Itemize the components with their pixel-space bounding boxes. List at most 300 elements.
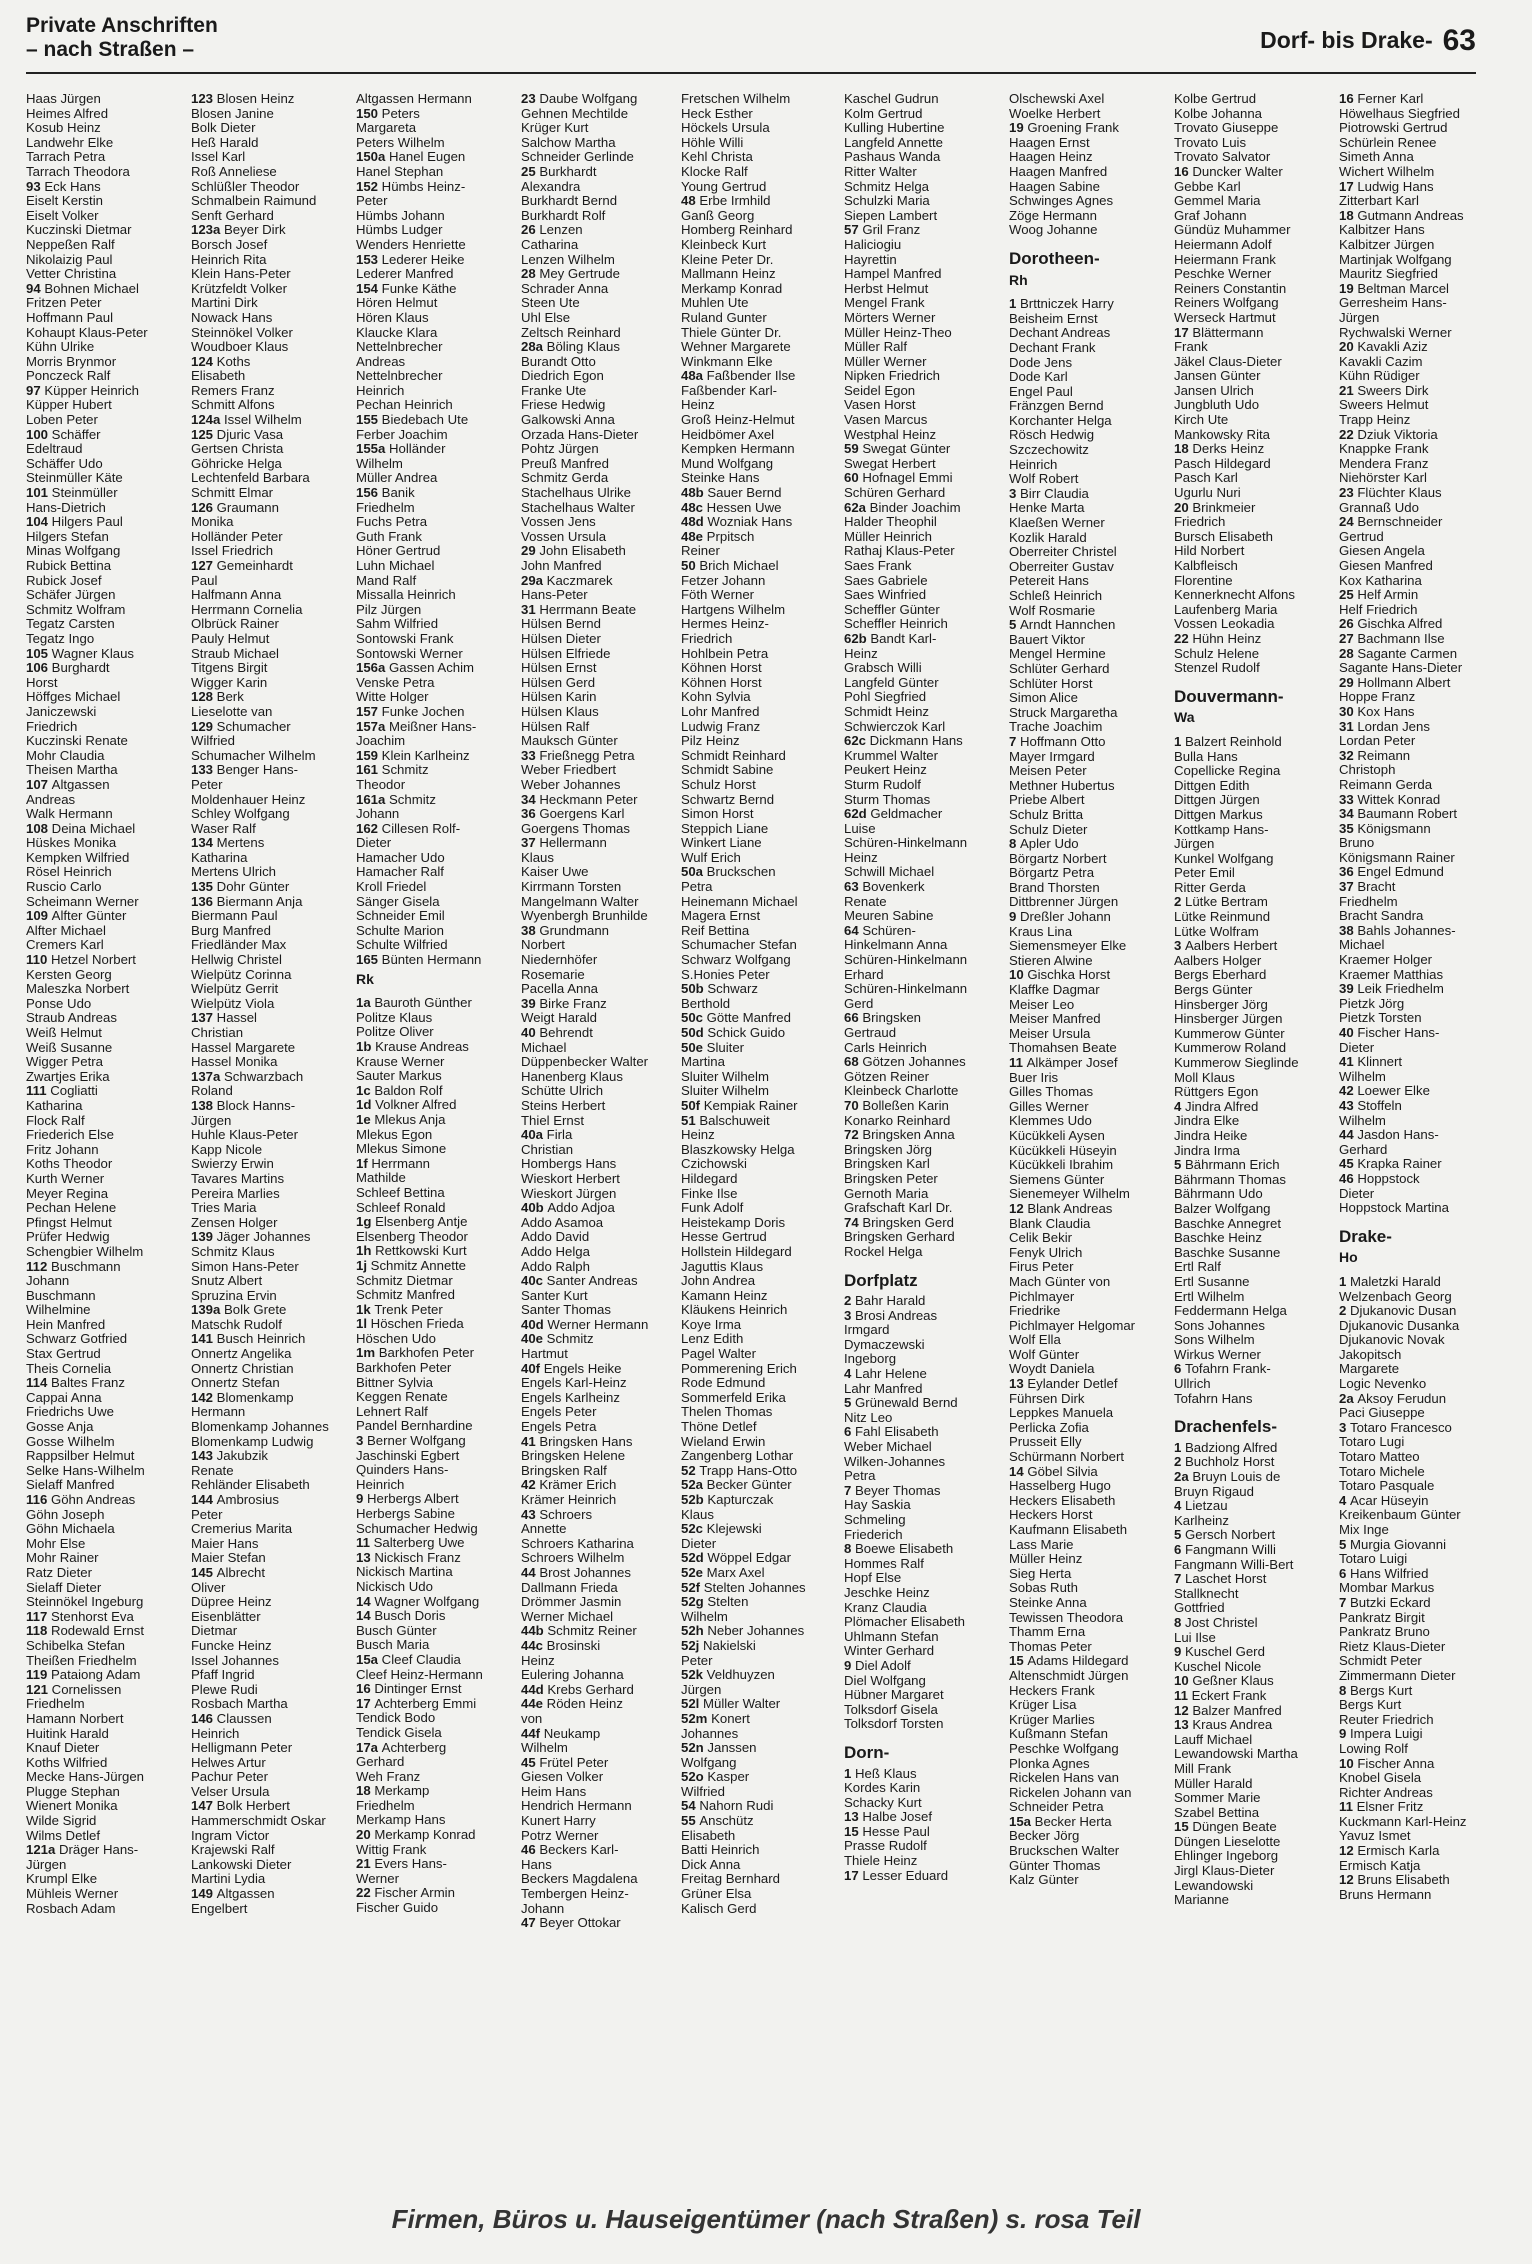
resident-entry: Rösch Hedwig	[1009, 428, 1095, 443]
resident-entry: Margareta	[356, 121, 417, 136]
resident-entry: 3 Totaro Francesco	[1339, 1420, 1452, 1435]
resident-entry: Kalbfleisch	[1174, 559, 1238, 573]
resident-entry: Ertl Wilhelm	[1174, 1289, 1245, 1304]
resident-entry: Sagante Hans-Dieter	[1339, 661, 1463, 676]
resident-entry: 118 Rodewald Ernst	[26, 1624, 145, 1639]
resident-entry: Pankratz Bruno	[1339, 1625, 1430, 1640]
resident-entry: Ritter Gerda	[1174, 880, 1246, 895]
resident-entry: 157 Funke Jochen	[356, 704, 465, 719]
resident-entry: Copellicke Regina	[1174, 764, 1281, 779]
resident-entry: 105 Wagner Klaus	[26, 646, 135, 661]
resident-entry: Schmitz Wolfram	[26, 602, 126, 617]
resident-entry: Mombar Markus	[1339, 1581, 1435, 1596]
district-code: Rh	[1009, 271, 1028, 288]
resident-entry: Monika	[191, 515, 234, 530]
resident-entry: 59 Swegat Günter	[844, 442, 951, 457]
resident-entry: Koths Theodor	[26, 1157, 113, 1172]
resident-entry: Schüren-Hinkelmann	[844, 982, 968, 997]
resident-entry: 50d Schick Guido	[681, 1026, 786, 1040]
resident-entry: Wieland Erwin	[681, 1434, 766, 1449]
resident-entry: Schulz Britta	[1009, 807, 1084, 822]
resident-entry: Lahr Manfred	[844, 1381, 923, 1396]
resident-entry: 44 Jasdon Hans-	[1339, 1128, 1439, 1143]
resident-entry: Schmidt Sabine	[681, 763, 774, 778]
resident-entry: Bährmann Udo	[1174, 1187, 1263, 1202]
resident-entry: Klocke Ralf	[681, 164, 748, 179]
resident-entry: Maier Hans	[191, 1536, 259, 1551]
resident-entry: Gertraud	[844, 1026, 897, 1040]
resident-entry: Oberreiter Gustav	[1009, 559, 1114, 574]
resident-entry: Johann	[26, 1274, 70, 1289]
resident-entry: Balzer Wolfgang	[1174, 1201, 1271, 1216]
resident-entry: Höschen Udo	[356, 1331, 436, 1346]
resident-entry: Kalisch Gerd	[681, 1901, 757, 1916]
resident-entry: Rathaj Klaus-Peter	[844, 544, 955, 559]
resident-entry: Kapp Nicole	[191, 1142, 263, 1157]
resident-entry: Andreas	[26, 792, 76, 807]
resident-entry: 62b Bandt Karl-	[844, 631, 937, 646]
resident-entry: Lütke Reinmund	[1174, 910, 1271, 925]
resident-entry: 149 Altgassen	[191, 1887, 275, 1902]
resident-entry: Heckers Frank	[1009, 1683, 1095, 1698]
resident-entry: Sobas Ruth	[1009, 1581, 1078, 1596]
resident-entry: Vossen Leokadia	[1174, 617, 1275, 632]
resident-entry: Blomenkamp Johannes	[191, 1420, 329, 1435]
resident-entry: Krummel Walter	[844, 748, 939, 763]
resident-entry: Hoppe Franz	[1339, 690, 1416, 705]
resident-entry: 44d Krebs Gerhard	[521, 1682, 634, 1697]
resident-entry: Firus Peter	[1009, 1260, 1074, 1275]
resident-entry: Politze Oliver	[356, 1025, 434, 1040]
resident-entry: 12 Ermisch Karla	[1339, 1844, 1440, 1859]
resident-entry: 50f Kempiak Rainer	[681, 1098, 798, 1113]
resident-entry: 18 Gutmann Andreas	[1339, 208, 1464, 223]
resident-entry: Rychwalski Werner	[1339, 325, 1452, 340]
directory-column-6	[844, 92, 992, 1883]
resident-entry: 37 Bracht	[1339, 880, 1396, 895]
resident-entry: Mörters Werner	[844, 310, 936, 325]
resident-entry: 12 Blank Andreas	[1009, 1201, 1113, 1216]
resident-entry: Janiczewski	[26, 704, 97, 719]
resident-entry: 14 Wagner Wolfgang	[356, 1594, 480, 1609]
resident-entry: Theißen Friedhelm	[26, 1653, 137, 1668]
directory-column-4	[521, 92, 669, 1931]
resident-entry: Merkamp Hans	[356, 1813, 446, 1828]
resident-entry: Pfaff Ingrid	[191, 1668, 255, 1683]
resident-entry: 24 Bernschneider	[1339, 515, 1443, 530]
resident-entry: Lohr Manfred	[681, 704, 760, 719]
resident-entry: 48 Erbe Irmhild	[681, 194, 771, 209]
resident-entry: Burkhardt Bernd	[521, 194, 618, 209]
resident-entry: 52g Stelten	[681, 1595, 749, 1610]
resident-entry: Buer Iris	[1009, 1070, 1059, 1085]
resident-entry: Wulf Erich	[681, 850, 741, 865]
resident-entry: Götzen Reiner	[844, 1069, 930, 1084]
resident-entry: Mühleis Werner	[26, 1887, 119, 1902]
resident-entry: Sluiter Wilhelm	[681, 1084, 769, 1099]
resident-entry: Paci Giuseppe	[1339, 1406, 1425, 1421]
resident-entry: 33 Wittek Konrad	[1339, 792, 1441, 807]
resident-entry: Herrmann Cornelia	[191, 602, 303, 617]
resident-entry: Lenz Edith	[681, 1332, 744, 1347]
resident-entry: 1e Mlekus Anja	[356, 1112, 446, 1127]
resident-entry: 21 Evers Hans-	[356, 1857, 447, 1872]
resident-entry: Heinz	[521, 1653, 555, 1668]
resident-entry: 137 Hassel	[191, 1011, 257, 1026]
resident-entry: Schüren Gerhard	[844, 486, 946, 501]
resident-entry: Friederich	[844, 1527, 903, 1542]
resident-entry: Schrader Anna	[521, 281, 609, 296]
resident-entry: Hammerschmidt Oskar	[191, 1814, 326, 1829]
resident-entry: 111 Cogliatti	[26, 1084, 98, 1099]
resident-entry: Kottkamp Hans-	[1174, 822, 1269, 837]
resident-entry: Heinrich Rita	[191, 252, 267, 267]
resident-entry: 10 Gischka Horst	[1009, 968, 1111, 983]
resident-entry: 52n Janssen	[681, 1741, 757, 1756]
resident-entry: 165 Bünten Hermann	[356, 953, 482, 968]
resident-entry: 15 Düngen Beate	[1174, 1820, 1277, 1835]
resident-entry: Thiele Günter Dr.	[681, 325, 782, 340]
resident-entry: Heinz	[844, 646, 878, 661]
resident-entry: Krüger Kurt	[521, 121, 589, 136]
resident-entry: Wilms Detlef	[26, 1828, 100, 1843]
resident-entry: Beckers Magdalena	[521, 1872, 638, 1887]
resident-entry: Simon Hans-Peter	[191, 1259, 299, 1274]
resident-entry: Halfmann Anna	[191, 588, 282, 603]
resident-entry: 2a Aksoy Ferudun	[1339, 1391, 1447, 1406]
resident-entry: Horst	[26, 675, 58, 690]
resident-entry: Schengbier Wilhelm	[26, 1244, 144, 1259]
resident-entry: Politze Klaus	[356, 1010, 433, 1025]
resident-entry: 1 Badziong Alfred	[1174, 1440, 1278, 1455]
resident-entry: Schulte Wilfried	[356, 938, 448, 953]
resident-entry: Kraemer Matthias	[1339, 967, 1444, 982]
resident-entry: Tendick Bodo	[356, 1711, 436, 1726]
resident-entry: 128 Berk	[191, 690, 244, 705]
resident-entry: Klemmes Udo	[1009, 1114, 1092, 1129]
resident-entry: 29 John Elisabeth	[521, 544, 626, 559]
resident-entry: Pfingst Helmut	[26, 1215, 112, 1230]
resident-entry: Salchow Martha	[521, 135, 616, 150]
resident-entry: Hilgers Stefan	[26, 529, 109, 544]
resident-entry: Friederich Else	[26, 1128, 114, 1143]
resident-entry: Königsmann Rainer	[1339, 850, 1455, 865]
resident-entry: 30 Kox Hans	[1339, 704, 1415, 719]
resident-entry: Kempken Wilfried	[26, 850, 130, 865]
resident-entry: Plewe Rudi	[191, 1682, 258, 1697]
resident-entry: Walk Hermann	[26, 807, 113, 822]
resident-entry: Alexandra	[521, 179, 581, 194]
resident-entry: Wittig Frank	[356, 1842, 427, 1857]
resident-entry: Kersten Georg	[26, 967, 112, 982]
resident-entry: Nipken Friedrich	[844, 369, 941, 384]
resident-entry: Klein Hans-Peter	[191, 267, 291, 282]
resident-entry: Mengel Hermine	[1009, 647, 1106, 662]
resident-entry: 48a Faßbender Ilse	[681, 369, 796, 384]
resident-entry: Düppenbecker Walter	[521, 1055, 649, 1070]
resident-entry: Cremerius Marita	[191, 1522, 293, 1537]
resident-entry: Heck Esther	[681, 106, 753, 121]
resident-entry: Schumacher Stefan	[681, 938, 797, 953]
resident-entry: 28 Sagante Carmen	[1339, 646, 1458, 661]
resident-entry: 94 Bohnen Michael	[26, 281, 139, 296]
resident-entry: 161a Schmitz	[356, 792, 436, 807]
resident-entry: Ruland Gunter	[681, 310, 767, 325]
resident-entry: Friedrichs Uwe	[26, 1405, 114, 1420]
resident-entry: 3 Birr Claudia	[1009, 486, 1089, 501]
resident-entry: 19 Beltman Marcel	[1339, 281, 1449, 296]
resident-entry: 153 Lederer Heike	[356, 252, 465, 267]
resident-entry: Heinz	[681, 1128, 715, 1143]
resident-entry: Klaucke Klara	[356, 325, 438, 340]
resident-entry: Kleinbeck Charlotte	[844, 1084, 959, 1099]
resident-entry: Petra	[844, 1469, 876, 1484]
resident-entry: Hartgens Wilhelm	[681, 602, 786, 617]
resident-entry: 23 Flüchter Klaus	[1339, 486, 1442, 501]
resident-entry: Sontowski Frank	[356, 631, 454, 646]
resident-entry: Laufenberg Maria	[1174, 602, 1278, 617]
resident-entry: Totaro Matteo	[1339, 1450, 1420, 1465]
resident-entry: Schulz Helene	[1174, 646, 1260, 661]
resident-entry: 46 Hoppstock	[1339, 1171, 1420, 1186]
resident-entry: Wilfried	[191, 734, 235, 749]
resident-entry: Göhn Joseph	[26, 1507, 105, 1522]
resident-entry: 52l Müller Walter	[681, 1697, 781, 1712]
resident-entry: Wieskort Jürgen	[521, 1186, 617, 1201]
resident-entry: Kamann Heinz	[681, 1288, 768, 1303]
resident-entry: Börgartz Norbert	[1009, 851, 1107, 866]
resident-entry: Sons Johannes	[1174, 1318, 1265, 1333]
resident-entry: Christian	[191, 1026, 244, 1040]
resident-entry: Schürmann Norbert	[1009, 1450, 1125, 1465]
resident-entry: Perlicka Zofia	[1009, 1420, 1089, 1435]
resident-entry: Scheffler Günter	[844, 602, 940, 617]
resident-entry: Frank	[1174, 340, 1208, 355]
resident-entry: 1 Maletzki Harald	[1339, 1274, 1441, 1289]
resident-entry: Pietzk Jörg	[1339, 996, 1405, 1011]
resident-entry: Santer Thomas	[521, 1303, 611, 1318]
resident-entry: Grabsch Willi	[844, 661, 922, 676]
resident-entry: Wilhelmine	[26, 1303, 91, 1318]
resident-entry: Schley Wolfgang	[191, 807, 290, 822]
resident-entry: Trovato Luis	[1174, 135, 1247, 150]
resident-entry: 124a Issel Wilhelm	[191, 413, 302, 428]
resident-entry: 52h Neber Johannes	[681, 1624, 805, 1639]
resident-entry: Tegatz Carsten	[26, 617, 115, 632]
resident-entry: Bringsken Ralf	[521, 1463, 607, 1478]
resident-entry: Gilles Thomas	[1009, 1085, 1094, 1100]
resident-entry: Haas Jürgen	[26, 92, 101, 106]
resident-entry: Herbst Helmut	[844, 281, 929, 296]
resident-entry: Hülsen Karin	[521, 690, 597, 705]
resident-entry: 39 Birke Franz	[521, 996, 607, 1011]
resident-entry: Fritz Johann	[26, 1142, 99, 1157]
resident-entry: Hanenberg Klaus	[521, 1069, 623, 1084]
resident-entry: Cremers Karl	[26, 938, 104, 953]
resident-entry: Müller Harald	[1174, 1776, 1253, 1791]
resident-entry: Dechant Frank	[1009, 340, 1096, 355]
resident-entry: 25 Burkhardt	[521, 164, 597, 179]
resident-entry: Hombergs Hans	[521, 1157, 617, 1172]
resident-entry: 40c Santer Andreas	[521, 1274, 638, 1289]
resident-entry: 52o Kasper	[681, 1770, 750, 1785]
resident-entry: 138 Block Hanns-	[191, 1098, 296, 1113]
resident-entry: 1 Heß Klaus	[844, 1766, 917, 1781]
resident-entry: Djukanovic Novak	[1339, 1333, 1445, 1348]
resident-entry: Krumpl Elke	[26, 1872, 98, 1887]
resident-entry: 50a Bruckschen	[681, 865, 776, 880]
resident-entry: Friedrich	[681, 631, 733, 646]
resident-entry: Norbert	[521, 938, 565, 953]
resident-entry: Schmeling	[844, 1513, 906, 1527]
resident-entry: 3 Aalbers Herbert	[1174, 939, 1278, 954]
resident-entry: Mlekus Simone	[356, 1142, 447, 1157]
resident-entry: 16 Ferner Karl	[1339, 92, 1424, 106]
resident-entry: Pasch Karl	[1174, 471, 1238, 486]
resident-entry: Onnertz Stefan	[191, 1376, 280, 1391]
resident-entry: Hülsen Elfriede	[521, 646, 611, 661]
resident-entry: 3 Brosi Andreas	[844, 1308, 938, 1323]
resident-entry: Aalbers Holger	[1174, 953, 1262, 968]
resident-entry: 4 Lietzau	[1174, 1499, 1228, 1514]
resident-entry: Bolk Dieter	[191, 121, 256, 136]
resident-entry: Müller Heinz	[1009, 1552, 1083, 1567]
resident-entry: Hildegard	[681, 1171, 738, 1186]
resident-entry: Lauff Michael	[1174, 1732, 1253, 1747]
resident-entry: Straub Michael	[191, 646, 279, 661]
resident-entry: Reiners Wolfgang	[1174, 296, 1279, 311]
resident-entry: Wielpütz Corinna	[191, 967, 292, 982]
resident-entry: Börgartz Petra	[1009, 866, 1095, 881]
resident-entry: Schulzki Maria	[844, 194, 930, 209]
resident-entry: 143 Jakubzik	[191, 1449, 268, 1464]
resident-entry: Sommer Marie	[1174, 1791, 1261, 1806]
resident-entry: 154 Funke Käthe	[356, 281, 457, 296]
resident-entry: 62c Dickmann Hans	[844, 734, 963, 749]
resident-entry: Issel Karl	[191, 150, 246, 165]
resident-entry: Straub Andreas	[26, 1011, 117, 1026]
resident-entry: Mlekus Egon	[356, 1127, 433, 1142]
resident-entry: Schlüter Horst	[1009, 676, 1093, 691]
resident-entry: Bringsken Jörg	[844, 1142, 932, 1157]
resident-entry: Kuczinski Dietmar	[26, 223, 132, 238]
resident-entry: 152 Hümbs Heinz-	[356, 179, 466, 194]
resident-entry: 43 Stoffeln	[1339, 1098, 1402, 1113]
resident-entry: 54 Nahorn Rudi	[681, 1799, 774, 1814]
resident-entry: Schlüßler Theodor	[191, 179, 300, 194]
district-code: Ho	[1339, 1249, 1358, 1266]
resident-entry: Peter	[356, 194, 388, 209]
resident-entry: Thomahsen Beate	[1009, 1041, 1117, 1056]
resident-entry: 123 Blosen Heinz	[191, 92, 295, 106]
resident-entry: Mangelmann Walter	[521, 894, 639, 909]
resident-entry: Pashaus Wanda	[844, 150, 941, 165]
resident-entry: Engels Karlheinz	[521, 1390, 620, 1405]
resident-entry: Schlüter Gerhard	[1009, 661, 1110, 676]
resident-entry: Tewissen Theodora	[1009, 1610, 1124, 1625]
resident-entry: Jansen Günter	[1174, 369, 1261, 384]
resident-entry: Steinke Hans	[681, 471, 760, 486]
resident-entry: Hampel Manfred	[844, 267, 942, 282]
resident-entry: Priebe Albert	[1009, 793, 1085, 808]
resident-entry: 141 Busch Heinrich	[191, 1332, 306, 1347]
resident-entry: Loben Peter	[26, 413, 98, 428]
resident-entry: 44b Schmitz Reiner	[521, 1624, 637, 1639]
resident-entry: 38 Bahls Johannes-	[1339, 923, 1456, 938]
resident-entry: Peter	[681, 1653, 713, 1668]
resident-entry: 40e Schmitz	[521, 1332, 594, 1347]
resident-entry: Potrz Werner	[521, 1828, 599, 1843]
resident-entry: 9 Herbergs Albert	[356, 1492, 459, 1507]
resident-entry: Heinrich	[191, 1726, 240, 1741]
resident-entry: Bringsken Karl	[844, 1157, 930, 1172]
resident-entry: Düpree Heinz	[191, 1595, 272, 1610]
resident-entry: 100 Schäffer	[26, 427, 101, 442]
resident-entry: Dittgen Edith	[1174, 778, 1250, 793]
resident-entry: Kaufmann Elisabeth	[1009, 1523, 1128, 1537]
directory-column-9	[1339, 92, 1487, 1902]
resident-entry: Johann	[521, 1901, 565, 1916]
resident-entry: Hoffmann Paul	[26, 310, 113, 325]
resident-entry: Werseck Hartmut	[1174, 310, 1276, 325]
resident-entry: Mand Ralf	[356, 573, 417, 588]
resident-entry: Sielaff Dieter	[26, 1580, 102, 1595]
resident-entry: Fischer Guido	[356, 1901, 439, 1916]
resident-entry: Hayrettin	[844, 252, 897, 267]
resident-entry: 145 Albrecht	[191, 1565, 266, 1580]
resident-entry: Höwelhaus Siegfried	[1339, 106, 1460, 121]
resident-entry: Groß Heinz-Helmut	[681, 413, 795, 428]
resident-entry: Kuckmann Karl-Heinz	[1339, 1814, 1467, 1829]
resident-entry: Pilz Heinz	[681, 734, 740, 749]
resident-entry: 156a Gassen Achim	[356, 661, 475, 676]
resident-entry: Alfter Michael	[26, 923, 106, 938]
resident-entry: Müller Andrea	[356, 471, 438, 486]
resident-entry: Sielaff Manfred	[26, 1478, 115, 1493]
resident-entry: Rode Edmund	[681, 1376, 766, 1391]
resident-entry: Schacky Kurt	[844, 1795, 922, 1810]
header-rule	[26, 72, 1476, 74]
resident-entry: Heß Harald	[191, 135, 259, 150]
resident-entry: Barkhofen Peter	[356, 1361, 452, 1376]
resident-entry: Issel Friedrich	[191, 544, 274, 559]
resident-entry: Kücükkeli Ibrahim	[1009, 1158, 1114, 1173]
resident-entry: Höffges Michael	[26, 690, 121, 705]
resident-entry: Lütke Wolfram	[1174, 924, 1259, 939]
resident-entry: Pichlmayer	[1009, 1289, 1075, 1304]
resident-entry: 36 Engel Edmund	[1339, 865, 1444, 880]
resident-entry: Engelbert	[191, 1901, 248, 1916]
resident-entry: 22 Hühn Heinz	[1174, 631, 1262, 646]
resident-entry: Wenders Henriette	[356, 237, 466, 252]
resident-entry: Ingeborg	[844, 1352, 897, 1367]
resident-entry: Vetter Christina	[26, 267, 117, 282]
resident-entry: Tembergen Heinz-	[521, 1887, 629, 1902]
resident-entry: 9 Diel Adolf	[844, 1658, 911, 1673]
resident-entry: Steinke Anna	[1009, 1595, 1087, 1610]
resident-entry: Djukanovic Dusanka	[1339, 1318, 1460, 1333]
resident-entry: Rosbach Martha	[191, 1697, 288, 1712]
resident-entry: 119 Pataiong Adam	[26, 1668, 141, 1683]
resident-entry: Lehnert Ralf	[356, 1404, 428, 1419]
resident-entry: John Andrea	[681, 1274, 756, 1289]
resident-entry: 110 Hetzel Norbert	[26, 953, 136, 968]
resident-entry: Remers Franz	[191, 383, 275, 398]
resident-entry: Tendick Gisela	[356, 1725, 442, 1740]
resident-entry: Ullrich	[1174, 1377, 1211, 1392]
resident-entry: Gemmel Maria	[1174, 194, 1261, 209]
resident-entry: Kroll Friedel	[356, 880, 427, 895]
